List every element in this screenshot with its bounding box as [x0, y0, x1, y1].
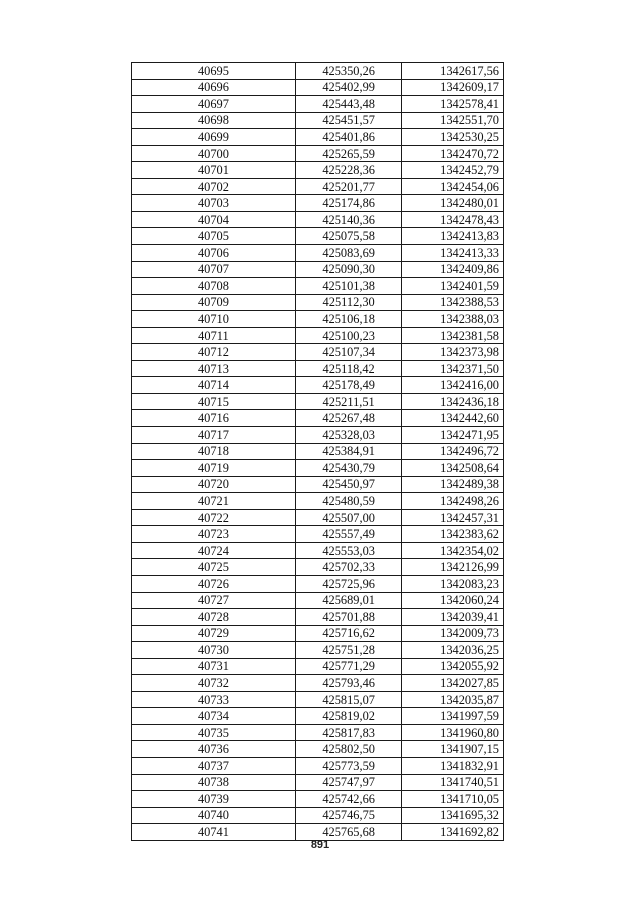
- x-coordinate-cell: 425101,38: [295, 278, 402, 295]
- x-coordinate-cell: 425201,77: [295, 178, 402, 195]
- y-coordinate-cell: 1342083,23: [402, 575, 504, 592]
- y-coordinate-cell: 1341960,80: [402, 724, 504, 741]
- point-id-cell: 40735: [132, 724, 296, 741]
- point-id-cell: 40702: [132, 178, 296, 195]
- table-row: [132, 211, 504, 228]
- table-row: [132, 327, 504, 344]
- y-coordinate-cell: 1341832,91: [402, 757, 504, 774]
- table-row: [132, 741, 504, 758]
- y-coordinate-cell: 1342371,50: [402, 360, 504, 377]
- table-row: [132, 294, 504, 311]
- x-coordinate-cell: 425689,01: [295, 592, 402, 609]
- point-id-cell: 40695: [132, 63, 296, 80]
- x-coordinate-cell: 425401,86: [295, 129, 402, 146]
- table-row: [132, 96, 504, 113]
- y-coordinate-cell: 1342496,72: [402, 443, 504, 460]
- table-row: [132, 427, 504, 444]
- table-row: [132, 476, 504, 493]
- x-coordinate-cell: 425751,28: [295, 642, 402, 659]
- point-id-cell: 40729: [132, 625, 296, 642]
- x-coordinate-cell: 425100,23: [295, 327, 402, 344]
- x-coordinate-cell: 425228,36: [295, 162, 402, 179]
- point-id-cell: 40696: [132, 79, 296, 96]
- table-row: [132, 377, 504, 394]
- y-coordinate-cell: 1342055,92: [402, 658, 504, 675]
- y-coordinate-cell: 1342530,25: [402, 129, 504, 146]
- point-id-cell: 40697: [132, 96, 296, 113]
- table-row: [132, 542, 504, 559]
- table-row: [132, 145, 504, 162]
- point-id-cell: 40716: [132, 410, 296, 427]
- x-coordinate-cell: 425211,51: [295, 393, 402, 410]
- table-row: [132, 228, 504, 245]
- point-id-cell: 40725: [132, 559, 296, 576]
- point-id-cell: 40730: [132, 642, 296, 659]
- point-id-cell: 40707: [132, 261, 296, 278]
- y-coordinate-cell: 1342508,64: [402, 460, 504, 477]
- point-id-cell: 40726: [132, 575, 296, 592]
- point-id-cell: 40700: [132, 145, 296, 162]
- y-coordinate-cell: 1342060,24: [402, 592, 504, 609]
- x-coordinate-cell: 425702,33: [295, 559, 402, 576]
- table-row: [132, 410, 504, 427]
- y-coordinate-cell: 1341997,59: [402, 708, 504, 725]
- x-coordinate-cell: 425174,86: [295, 195, 402, 212]
- point-id-cell: 40741: [132, 824, 296, 841]
- table-row: [132, 824, 504, 841]
- y-coordinate-cell: 1342442,60: [402, 410, 504, 427]
- y-coordinate-cell: 1341740,51: [402, 774, 504, 791]
- x-coordinate-cell: 425765,68: [295, 824, 402, 841]
- point-id-cell: 40720: [132, 476, 296, 493]
- y-coordinate-cell: 1342036,25: [402, 642, 504, 659]
- table-row: [132, 658, 504, 675]
- point-id-cell: 40712: [132, 344, 296, 361]
- point-id-cell: 40708: [132, 278, 296, 295]
- x-coordinate-cell: 425112,30: [295, 294, 402, 311]
- y-coordinate-cell: 1342035,87: [402, 691, 504, 708]
- x-coordinate-cell: 425265,59: [295, 145, 402, 162]
- y-coordinate-cell: 1342401,59: [402, 278, 504, 295]
- table-row: [132, 509, 504, 526]
- point-id-cell: 40713: [132, 360, 296, 377]
- point-id-cell: 40739: [132, 791, 296, 808]
- y-coordinate-cell: 1342578,41: [402, 96, 504, 113]
- table-row: [132, 162, 504, 179]
- x-coordinate-cell: 425178,49: [295, 377, 402, 394]
- x-coordinate-cell: 425090,30: [295, 261, 402, 278]
- point-id-cell: 40698: [132, 112, 296, 129]
- table-row: [132, 393, 504, 410]
- table-row: [132, 344, 504, 361]
- point-id-cell: 40727: [132, 592, 296, 609]
- y-coordinate-cell: 1342381,58: [402, 327, 504, 344]
- y-coordinate-cell: 1342471,95: [402, 427, 504, 444]
- y-coordinate-cell: 1342388,53: [402, 294, 504, 311]
- table-row: [132, 791, 504, 808]
- y-coordinate-cell: 1342009,73: [402, 625, 504, 642]
- table-row: [132, 757, 504, 774]
- table-row: [132, 642, 504, 659]
- x-coordinate-cell: 425083,69: [295, 245, 402, 262]
- point-id-cell: 40721: [132, 493, 296, 510]
- x-coordinate-cell: 425773,59: [295, 757, 402, 774]
- point-id-cell: 40699: [132, 129, 296, 146]
- x-coordinate-cell: 425384,91: [295, 443, 402, 460]
- x-coordinate-cell: 425267,48: [295, 410, 402, 427]
- y-coordinate-cell: 1342498,26: [402, 493, 504, 510]
- y-coordinate-cell: 1342027,85: [402, 675, 504, 692]
- y-coordinate-cell: 1342609,17: [402, 79, 504, 96]
- point-id-cell: 40728: [132, 609, 296, 626]
- x-coordinate-cell: 425402,99: [295, 79, 402, 96]
- table-row: [132, 278, 504, 295]
- table-row: [132, 129, 504, 146]
- y-coordinate-cell: 1342388,03: [402, 311, 504, 328]
- point-id-cell: 40705: [132, 228, 296, 245]
- point-id-cell: 40715: [132, 393, 296, 410]
- point-id-cell: 40736: [132, 741, 296, 758]
- table-row: [132, 575, 504, 592]
- y-coordinate-cell: 1342454,06: [402, 178, 504, 195]
- x-coordinate-cell: 425480,59: [295, 493, 402, 510]
- y-coordinate-cell: 1342409,86: [402, 261, 504, 278]
- table-row: [132, 63, 504, 80]
- x-coordinate-cell: 425716,62: [295, 625, 402, 642]
- x-coordinate-cell: 425553,03: [295, 542, 402, 559]
- x-coordinate-cell: 425817,83: [295, 724, 402, 741]
- x-coordinate-cell: 425747,97: [295, 774, 402, 791]
- x-coordinate-cell: 425430,79: [295, 460, 402, 477]
- y-coordinate-cell: 1342126,99: [402, 559, 504, 576]
- table-row: [132, 493, 504, 510]
- table-row: [132, 311, 504, 328]
- point-id-cell: 40710: [132, 311, 296, 328]
- y-coordinate-cell: 1342413,83: [402, 228, 504, 245]
- point-id-cell: 40709: [132, 294, 296, 311]
- y-coordinate-cell: 1342373,98: [402, 344, 504, 361]
- x-coordinate-cell: 425450,97: [295, 476, 402, 493]
- table-row: [132, 691, 504, 708]
- point-id-cell: 40733: [132, 691, 296, 708]
- x-coordinate-cell: 425557,49: [295, 526, 402, 543]
- y-coordinate-cell: 1342452,79: [402, 162, 504, 179]
- y-coordinate-cell: 1342617,56: [402, 63, 504, 80]
- table-row: [132, 625, 504, 642]
- x-coordinate-cell: 425815,07: [295, 691, 402, 708]
- x-coordinate-cell: 425746,75: [295, 807, 402, 824]
- point-id-cell: 40731: [132, 658, 296, 675]
- table-row: [132, 245, 504, 262]
- point-id-cell: 40703: [132, 195, 296, 212]
- table-row: [132, 112, 504, 129]
- table-row: [132, 526, 504, 543]
- point-id-cell: 40719: [132, 460, 296, 477]
- x-coordinate-cell: 425725,96: [295, 575, 402, 592]
- x-coordinate-cell: 425771,29: [295, 658, 402, 675]
- table-row: [132, 708, 504, 725]
- point-id-cell: 40718: [132, 443, 296, 460]
- x-coordinate-cell: 425106,18: [295, 311, 402, 328]
- x-coordinate-cell: 425443,48: [295, 96, 402, 113]
- coordinates-table: [131, 62, 504, 841]
- table-row: [132, 443, 504, 460]
- point-id-cell: 40711: [132, 327, 296, 344]
- x-coordinate-cell: 425075,58: [295, 228, 402, 245]
- y-coordinate-cell: 1342551,70: [402, 112, 504, 129]
- y-coordinate-cell: 1341692,82: [402, 824, 504, 841]
- x-coordinate-cell: 425118,42: [295, 360, 402, 377]
- y-coordinate-cell: 1342457,31: [402, 509, 504, 526]
- coordinates-table-body: [132, 63, 504, 841]
- point-id-cell: 40722: [132, 509, 296, 526]
- x-coordinate-cell: 425819,02: [295, 708, 402, 725]
- point-id-cell: 40717: [132, 427, 296, 444]
- y-coordinate-cell: 1341710,05: [402, 791, 504, 808]
- table-row: [132, 675, 504, 692]
- y-coordinate-cell: 1342436,18: [402, 393, 504, 410]
- point-id-cell: 40740: [132, 807, 296, 824]
- point-id-cell: 40714: [132, 377, 296, 394]
- x-coordinate-cell: 425802,50: [295, 741, 402, 758]
- table-row: [132, 724, 504, 741]
- table-row: [132, 559, 504, 576]
- x-coordinate-cell: 425350,26: [295, 63, 402, 80]
- table-row: [132, 360, 504, 377]
- point-id-cell: 40701: [132, 162, 296, 179]
- x-coordinate-cell: 425742,66: [295, 791, 402, 808]
- table-row: [132, 592, 504, 609]
- x-coordinate-cell: 425328,03: [295, 427, 402, 444]
- page-number: 891: [310, 839, 330, 851]
- y-coordinate-cell: 1342470,72: [402, 145, 504, 162]
- y-coordinate-cell: 1342039,41: [402, 609, 504, 626]
- table-row: [132, 609, 504, 626]
- table-row: [132, 774, 504, 791]
- point-id-cell: 40737: [132, 757, 296, 774]
- x-coordinate-cell: 425107,34: [295, 344, 402, 361]
- y-coordinate-cell: 1342383,62: [402, 526, 504, 543]
- x-coordinate-cell: 425140,36: [295, 211, 402, 228]
- table-row: [132, 261, 504, 278]
- x-coordinate-cell: 425507,00: [295, 509, 402, 526]
- point-id-cell: 40738: [132, 774, 296, 791]
- x-coordinate-cell: 425701,88: [295, 609, 402, 626]
- point-id-cell: 40724: [132, 542, 296, 559]
- table-row: [132, 195, 504, 212]
- y-coordinate-cell: 1342354,02: [402, 542, 504, 559]
- point-id-cell: 40723: [132, 526, 296, 543]
- y-coordinate-cell: 1342480,01: [402, 195, 504, 212]
- point-id-cell: 40734: [132, 708, 296, 725]
- y-coordinate-cell: 1341695,32: [402, 807, 504, 824]
- point-id-cell: 40732: [132, 675, 296, 692]
- table-row: [132, 807, 504, 824]
- x-coordinate-cell: 425451,57: [295, 112, 402, 129]
- table-row: [132, 460, 504, 477]
- point-id-cell: 40706: [132, 245, 296, 262]
- y-coordinate-cell: 1341907,15: [402, 741, 504, 758]
- point-id-cell: 40704: [132, 211, 296, 228]
- table-row: [132, 178, 504, 195]
- y-coordinate-cell: 1342489,38: [402, 476, 504, 493]
- y-coordinate-cell: 1342416,00: [402, 377, 504, 394]
- y-coordinate-cell: 1342413,33: [402, 245, 504, 262]
- table-row: [132, 79, 504, 96]
- y-coordinate-cell: 1342478,43: [402, 211, 504, 228]
- x-coordinate-cell: 425793,46: [295, 675, 402, 692]
